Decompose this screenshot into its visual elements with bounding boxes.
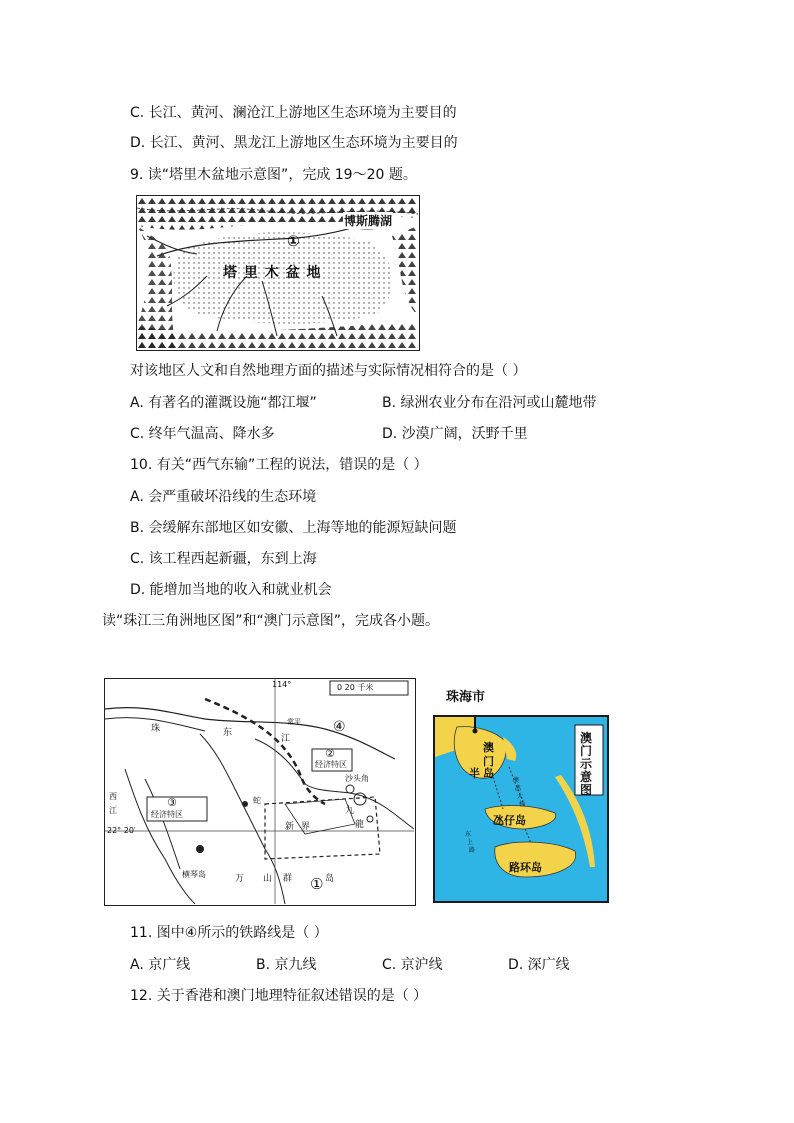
q12-question: 12. 关于香港和澳门地理特征叙述错误的是（ ）: [130, 988, 428, 1004]
q11-option-c: C. 京沪线: [382, 957, 443, 973]
road-char-1: 东: [465, 831, 472, 838]
q8-option-d: D. 长江、黄河、黑龙江上游地区生态环境为主要目的: [130, 135, 458, 151]
q11-option-a: A. 京广线: [130, 957, 191, 973]
taipa-label: 氹仔岛: [493, 814, 526, 827]
coloane-label: 路环岛: [509, 861, 542, 874]
scale-label: 0 20 千米: [337, 683, 374, 692]
label-dao: 岛: [325, 874, 335, 884]
lake-label: 博斯腾湖: [344, 214, 393, 228]
marker-1: ①: [310, 875, 324, 893]
road-char-3: 路: [469, 847, 476, 854]
label-dong: 东: [223, 728, 233, 738]
q10-option-c: C. 该工程西起新疆，东到上海: [130, 551, 317, 567]
pearl-map-drawing: [105, 679, 414, 904]
q9-question: 对该地区人文和自然地理方面的描述与实际情况相符合的是（ ）: [130, 363, 527, 379]
peninsula-char-4: 岛: [483, 767, 494, 780]
sez-label-2: 经济特区: [315, 760, 347, 769]
road-char-2: 上: [467, 839, 474, 846]
macau-title-3: 示: [580, 757, 593, 771]
label-jiang2: 江: [109, 806, 117, 815]
label-jiang: 江: [281, 734, 291, 744]
peninsula-char-1: 澳: [483, 741, 494, 754]
macau-title-2: 门: [580, 744, 593, 758]
q9-prompt: 9. 读“塔里木盆地示意图”，完成 19～20 题。: [130, 167, 417, 183]
bridge-char-1: 澳: [513, 777, 520, 784]
sez-label-3: 经济特区: [151, 810, 183, 819]
q10-question: 10. 有关“西气东输”工程的说法，错误的是（ ）: [130, 457, 428, 473]
q9-option-a: A. 有著名的灌溉设施“都江堰”: [130, 395, 317, 411]
q9-option-d: D. 沙漠广阔，沃野千里: [382, 426, 528, 442]
macau-title-4: 意: [580, 770, 593, 784]
q9-option-c: C. 终年气温高、降水多: [130, 426, 275, 442]
q10-option-d: D. 能增加当地的收入和就业机会: [130, 582, 332, 598]
label-qun: 群: [283, 874, 293, 884]
label-zhu: 珠: [151, 724, 161, 734]
marker-1-label: ①: [287, 232, 300, 250]
q9-option-b: B. 绿洲农业分布在沿河或山麓地带: [382, 395, 597, 411]
label-jie: 界: [301, 822, 311, 832]
peninsula-char-2: 门: [483, 755, 494, 768]
bridge-char-3: 大: [517, 793, 524, 800]
label-wan: 万: [235, 874, 245, 884]
label-shan: 山: [263, 874, 273, 884]
macau-title-5: 图: [580, 783, 593, 797]
label-she: 蛇: [253, 796, 261, 805]
pearl-river-delta-map: [104, 678, 416, 906]
peninsula-char-3: 半: [469, 767, 480, 780]
basin-label: 塔 里 木 盆 地: [223, 265, 322, 281]
label-xin: 新: [285, 822, 295, 832]
zhuhai-label: 珠海市: [446, 690, 486, 705]
macau-map: [433, 715, 609, 903]
q10-option-b: B. 会缓解东部地区如安徽、上海等地的能源短缺问题: [130, 520, 457, 536]
q11-question: 11. 图中④所示的铁路线是（ ）: [130, 925, 328, 941]
bridge-char-4: 桥: [519, 801, 526, 808]
q8-option-c: C. 长江、黄河、澜沧江上游地区生态环境为主要目的: [130, 105, 457, 121]
lat-label: 22° 20′: [107, 826, 136, 835]
q10-option-a: A. 会严重破坏沿线的生态环境: [130, 489, 317, 505]
tarim-basin-map: [136, 195, 420, 351]
marker-2: ②: [325, 747, 335, 760]
marker-3: ③: [167, 796, 177, 809]
label-xi: 西: [109, 792, 117, 801]
q11-option-b: B. 京九线: [256, 957, 317, 973]
label-shatoujiao: 沙头角: [345, 774, 369, 783]
group-prompt: 读“珠江三角洲地区图”和“澳门示意图”，完成各小题。: [102, 613, 440, 629]
bridge-char-2: 氹: [515, 785, 522, 792]
marker-4: ④: [333, 719, 346, 735]
label-hengqin: 横琴岛: [182, 870, 206, 879]
lon-label: 114°: [272, 680, 292, 689]
label-long: 龍: [355, 820, 365, 830]
label-changping: 常平: [287, 718, 301, 726]
macau-title-1: 澳: [580, 731, 593, 745]
label-jiulong: 九: [345, 806, 355, 816]
q11-option-d: D. 深广线: [508, 957, 570, 973]
